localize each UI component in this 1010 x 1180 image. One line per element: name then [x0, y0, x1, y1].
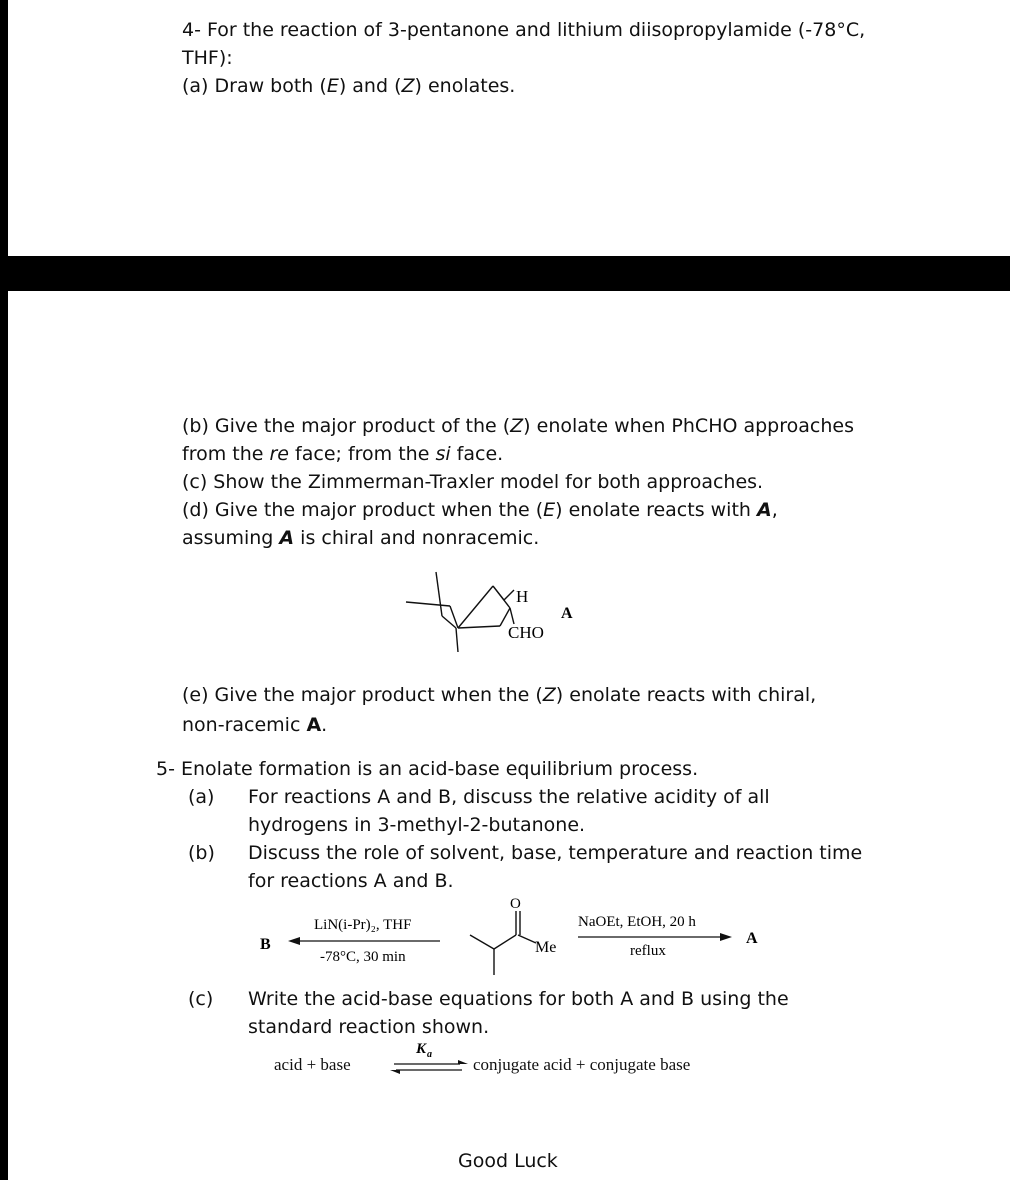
bicyclic-skeleton — [406, 572, 514, 652]
q5-c-line1: Write the acid-base equations for both A and B using the — [248, 988, 789, 1010]
reagents-left-bottom: -78°C, 30 min — [320, 949, 406, 965]
equation-right: conjugate acid + conjugate base — [473, 1055, 691, 1074]
h-label: H — [516, 587, 529, 606]
q5-intro: 5- Enolate formation is an acid-base equilibrium process. — [156, 758, 699, 780]
right-arrow — [578, 933, 732, 941]
q4-part-e-line2: non-racemic A. — [182, 714, 328, 736]
q4-part-a: (a) Draw both (E) and (Z) enolates. — [182, 75, 516, 97]
q4-part-b-line1: (b) Give the major product of the (Z) enolate when PhCHO approaches — [182, 415, 854, 437]
compound-a-label: A — [561, 605, 573, 622]
q4-part-d-line2: assuming A is chiral and nonracemic. — [182, 527, 540, 549]
ketone-skeleton — [470, 911, 536, 975]
q4-part-b-line2: from the re face; from the si face. — [182, 443, 504, 465]
methyl-label: Me — [535, 939, 557, 956]
page-bottom — [8, 291, 1010, 1180]
q5-c-line2: standard reaction shown. — [248, 1016, 490, 1038]
ka-subscript: a — [427, 1049, 432, 1060]
q5-a-label: (a) — [188, 786, 215, 808]
q5-b-label: (b) — [188, 842, 215, 864]
reagents-right-top: NaOEt, EtOH, 20 h — [578, 914, 696, 930]
left-arrow — [288, 937, 440, 945]
cho-label: CHO — [508, 623, 544, 642]
closing-text: Good Luck — [458, 1150, 558, 1172]
q5-c-label: (c) — [188, 988, 214, 1010]
product-a-label: A — [746, 930, 758, 947]
q5-b-line1: Discuss the role of solvent, base, temperature and reaction time — [248, 842, 863, 864]
equation-left: acid + base — [274, 1055, 351, 1074]
q4-intro-line2: THF): — [182, 47, 233, 69]
structure-a-drawing — [398, 566, 598, 666]
reagents-left-top: LiN(i-Pr)₂, THF — [314, 917, 412, 933]
q5-a-line1: For reactions A and B, discuss the relative acidity of all — [248, 786, 770, 808]
carbonyl-oxygen-label: O — [510, 896, 521, 912]
reagents-right-bottom: reflux — [630, 943, 666, 959]
reaction-scheme — [248, 891, 768, 986]
product-b-label: B — [260, 936, 271, 953]
q5-a-line2: hydrogens in 3-methyl-2-butanone. — [248, 814, 586, 836]
equilibrium-arrows — [386, 1037, 476, 1081]
q4-part-d-line1: (d) Give the major product when the (E) enolate reacts with A, — [182, 499, 778, 521]
q4-part-e-line1: (e) Give the major product when the (Z) enolate reacts with chiral, — [182, 684, 817, 706]
q4-part-c: (c) Show the Zimmerman-Traxler model for both approaches. — [182, 471, 764, 493]
ka-symbol: K — [416, 1041, 427, 1057]
q5-b-line2: for reactions A and B. — [248, 870, 454, 892]
q4-intro-line1: 4- For the reaction of 3-pentanone and lithium diisopropylamide (-78°C, — [182, 19, 866, 41]
page-top — [8, 0, 1010, 256]
